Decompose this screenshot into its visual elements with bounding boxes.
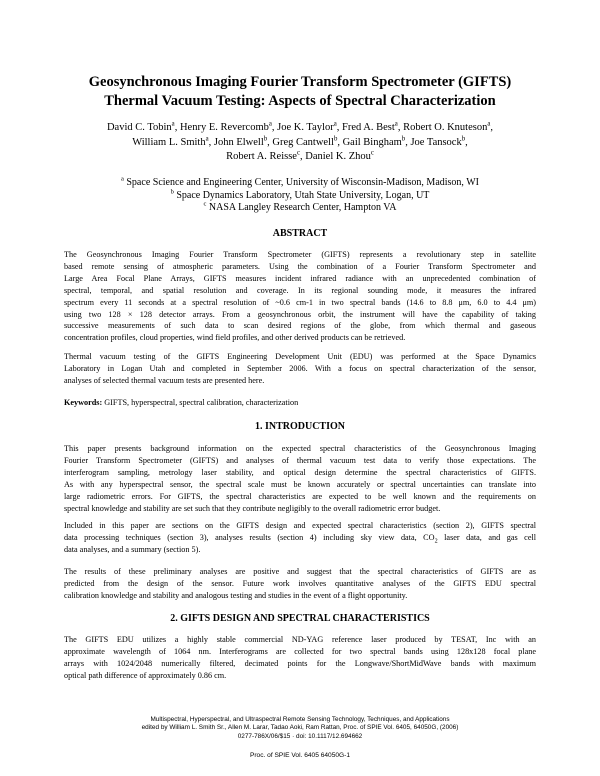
- author-separator: ,: [300, 151, 306, 162]
- affiliation: [40, 202, 560, 215]
- intro-paragraph-2: [64, 520, 536, 556]
- author-name: Daniel K. Zhou: [305, 151, 371, 162]
- author-name: Joe Tansock: [410, 136, 462, 148]
- author-affil-mark: a: [487, 120, 491, 128]
- text-line: large radiometric errors. For GIFTS, the spectral characteristics are expected to be well known and the requirements on: [64, 491, 536, 501]
- intro-paragraph-3: [64, 566, 536, 602]
- abstract-paragraph-1: [64, 249, 536, 344]
- affil-mark: b: [170, 188, 174, 196]
- text-line: Large Area Focal Plane Arrays, GIFTS measures incident infrared radiance with an unprecedented combination of: [64, 273, 536, 283]
- author-separator: ,: [465, 136, 468, 148]
- author-line: [40, 150, 560, 165]
- publication-footer: [40, 716, 560, 741]
- author-affil-mark: c: [296, 149, 300, 157]
- author-name: Henry E. Revercomb: [179, 122, 269, 133]
- author-separator: ,: [208, 136, 214, 148]
- text-line: based remote sensing of atmospheric parameters. Using the combination of a Fourier Transform Spectrometer and: [64, 261, 536, 271]
- affil-text: Space Science and Engineering Center, University of Wisconsin-Madison, Madison, WI: [126, 177, 480, 188]
- author-separator: ,: [174, 122, 180, 133]
- text-line: calibration knowledge and stability and analogous testing and studies in the event of a flight opportunity.: [64, 590, 408, 600]
- author-separator: ,: [271, 122, 278, 133]
- text-line: [64, 532, 536, 544]
- text-line: Laboratory in Logan Utah and completed in September 2006. With a focus on spectral characterization of the sensor,: [64, 363, 536, 373]
- author-name: William L. Smith: [132, 136, 206, 148]
- affiliation: [40, 190, 560, 203]
- section-1-heading: 1. INTRODUCTION: [254, 421, 345, 432]
- text-line: The GIFTS EDU utilizes a highly stable commercial ND-YAG reference laser produced by TESAT, Inc with an: [64, 635, 536, 644]
- text-line: spectral knowledge and stability are set such that they contribute negligibly to the overall radiometric error budget.: [64, 503, 441, 513]
- text-line: Fourier Transform Spectrometer (GIFTS) and analyses of thermal vacuum test data to verify those expectations. The: [64, 455, 536, 465]
- affil-text: NASA Langley Research Center, Hampton VA: [208, 202, 397, 213]
- author-list: [40, 121, 560, 165]
- text-line: The Geosynchronous Imaging Fourier Transform Spectrometer (GIFTS) represents a revolutionary step in satellite: [64, 250, 536, 259]
- text-line: As with any hyperspectral sensor, the spectral scale must be known accurately or spectral uncertainties can translate into: [64, 479, 536, 489]
- text-run: laser data, and gas cell: [437, 532, 536, 542]
- text-line: interferogram sampling, metrology laser stability, and optical design determine the spectral characteristics of GIFTS.: [64, 467, 536, 477]
- text-line: optical path difference of approximately 0.86 cm.: [64, 670, 227, 680]
- author-separator: ,: [397, 122, 404, 133]
- author-separator: ,: [405, 136, 411, 148]
- affiliation-list: [40, 177, 560, 215]
- author-separator: ,: [267, 136, 273, 148]
- text-line: This paper presents background information on the expected spectral characteristics of the Geosynchronous Imaging: [64, 444, 536, 453]
- paper-title: [40, 73, 560, 111]
- keywords-label: Keywords:: [64, 398, 103, 407]
- author-name: Joe K. Taylor: [277, 122, 334, 133]
- text-line: concentration profiles, cloud properties, wind field profiles, and other derived products can be retrieved.: [64, 333, 406, 343]
- author-affil-mark: b: [263, 135, 268, 142]
- author-affil-mark: a: [205, 135, 209, 142]
- author-line: [40, 136, 560, 151]
- abstract-heading: ABSTRACT: [272, 228, 328, 239]
- author-name: John Elwell: [213, 136, 264, 148]
- author-affil-mark: a: [268, 120, 272, 128]
- page-number: Proc. of SPIE Vol. 6405 64050G-1: [249, 752, 351, 759]
- text-line: spectral, temporal, and spatial resolution and coverage. In its regional sounding mode, it measures the infrared: [64, 285, 536, 295]
- abstract-paragraph-2: [64, 351, 536, 387]
- section-2-heading: 2. GIFTS DESIGN AND SPECTRAL CHARACTERISTICS: [170, 613, 430, 624]
- text-line: using two 128 × 128 detector arrays. From a geosynchronous orbit, the instrument will have the capability of taking: [64, 309, 536, 319]
- text-line: Thermal vacuum testing of the GIFTS Engineering Development Unit (EDU) was performed at the Space Dynamics: [64, 352, 536, 361]
- author-affil-mark: a: [171, 120, 175, 128]
- design-paragraph-1: [64, 634, 536, 682]
- author-name: Greg Cantwell: [272, 136, 334, 148]
- text-line: analyses of selected thermal vacuum tests are presented here.: [64, 375, 265, 385]
- author-name: Gail Bingham: [342, 136, 402, 148]
- author-affil-mark: c: [370, 149, 374, 157]
- footer-line: edited by William L. Smith Sr., Allen M. Larar, Tadao Aoki, Ram Rattan, Proc. of SPIE Vol. 6405, 64050G, (2006): [141, 724, 459, 732]
- title-line: Thermal Vacuum Testing: Aspects of Spectral Characterization: [104, 93, 496, 109]
- keywords-list: GIFTS, hyperspectral, spectral calibration, characterization: [102, 398, 299, 407]
- author-separator: ,: [336, 122, 342, 133]
- author-line: [40, 121, 560, 136]
- affil-mark: c: [203, 200, 207, 208]
- text-line: spectrum every 11 seconds at a spectral resolution of ~0.6 cm-1 in two spectral bands (14.6 to 8.8 μm, 6.0 to 4.4 μm): [64, 297, 536, 307]
- author-affil-mark: a: [394, 120, 398, 128]
- text-line: predicted from the design of the sensor. Future work involves quantitative analyses of the GIFTS EDU spectral: [64, 578, 536, 588]
- footer-line: Multispectral, Hyperspectral, and Ultraspectral Remote Sensing Technology, Techniques, and Applications: [150, 716, 450, 723]
- text-line: arrays with 1024/2048 numerically filtered, decimated points for the Longwave/ShortMidWave bands with maximum: [64, 658, 536, 668]
- title-line: Geosynchronous Imaging Fourier Transform Spectrometer (GIFTS): [88, 74, 512, 90]
- text-line: Included in this paper are sections on the GIFTS design and expected spectral characteristics (section 2), GIFTS spectral: [64, 521, 536, 530]
- subscript: 2: [434, 538, 438, 545]
- footer-line: 0277-786X/06/$15 · doi: 10.1117/12.694662: [237, 732, 363, 740]
- author-name: David C. Tobin: [106, 122, 172, 133]
- keywords: [64, 397, 536, 409]
- author-name: Robert A. Reisse: [226, 151, 297, 162]
- author-affil-mark: a: [333, 120, 337, 128]
- text-line: data analyses, and a summary (section 5).: [64, 544, 201, 554]
- text-line: The results of these preliminary analyses are positive and suggest that the spectral characteristics of GIFTS are as: [64, 567, 536, 576]
- affiliation: [40, 177, 560, 190]
- affil-text: Space Dynamics Laboratory, Utah State University, Logan, UT: [176, 189, 430, 201]
- author-affil-mark: b: [401, 135, 406, 142]
- author-affil-mark: b: [461, 135, 466, 142]
- author-name: Robert O. Knuteson: [403, 122, 488, 133]
- intro-paragraph-1: [64, 443, 536, 514]
- author-separator: ,: [490, 122, 494, 133]
- text-line: successive measurements of such data to scan desired regions of the globe, from which thermal and gaseous: [64, 321, 536, 331]
- author-name: Fred A. Best: [341, 122, 395, 133]
- author-separator: ,: [337, 136, 343, 148]
- author-affil-mark: b: [333, 135, 338, 142]
- text-line: approximate wavelength of 1064 nm. Interferograms are collected for two spectral bands using 128x128 focal plane: [64, 646, 536, 656]
- text-run: data processing techniques (section 3), analyses results (section 4) including sky view data, CO: [64, 532, 435, 542]
- affil-mark: a: [120, 175, 124, 183]
